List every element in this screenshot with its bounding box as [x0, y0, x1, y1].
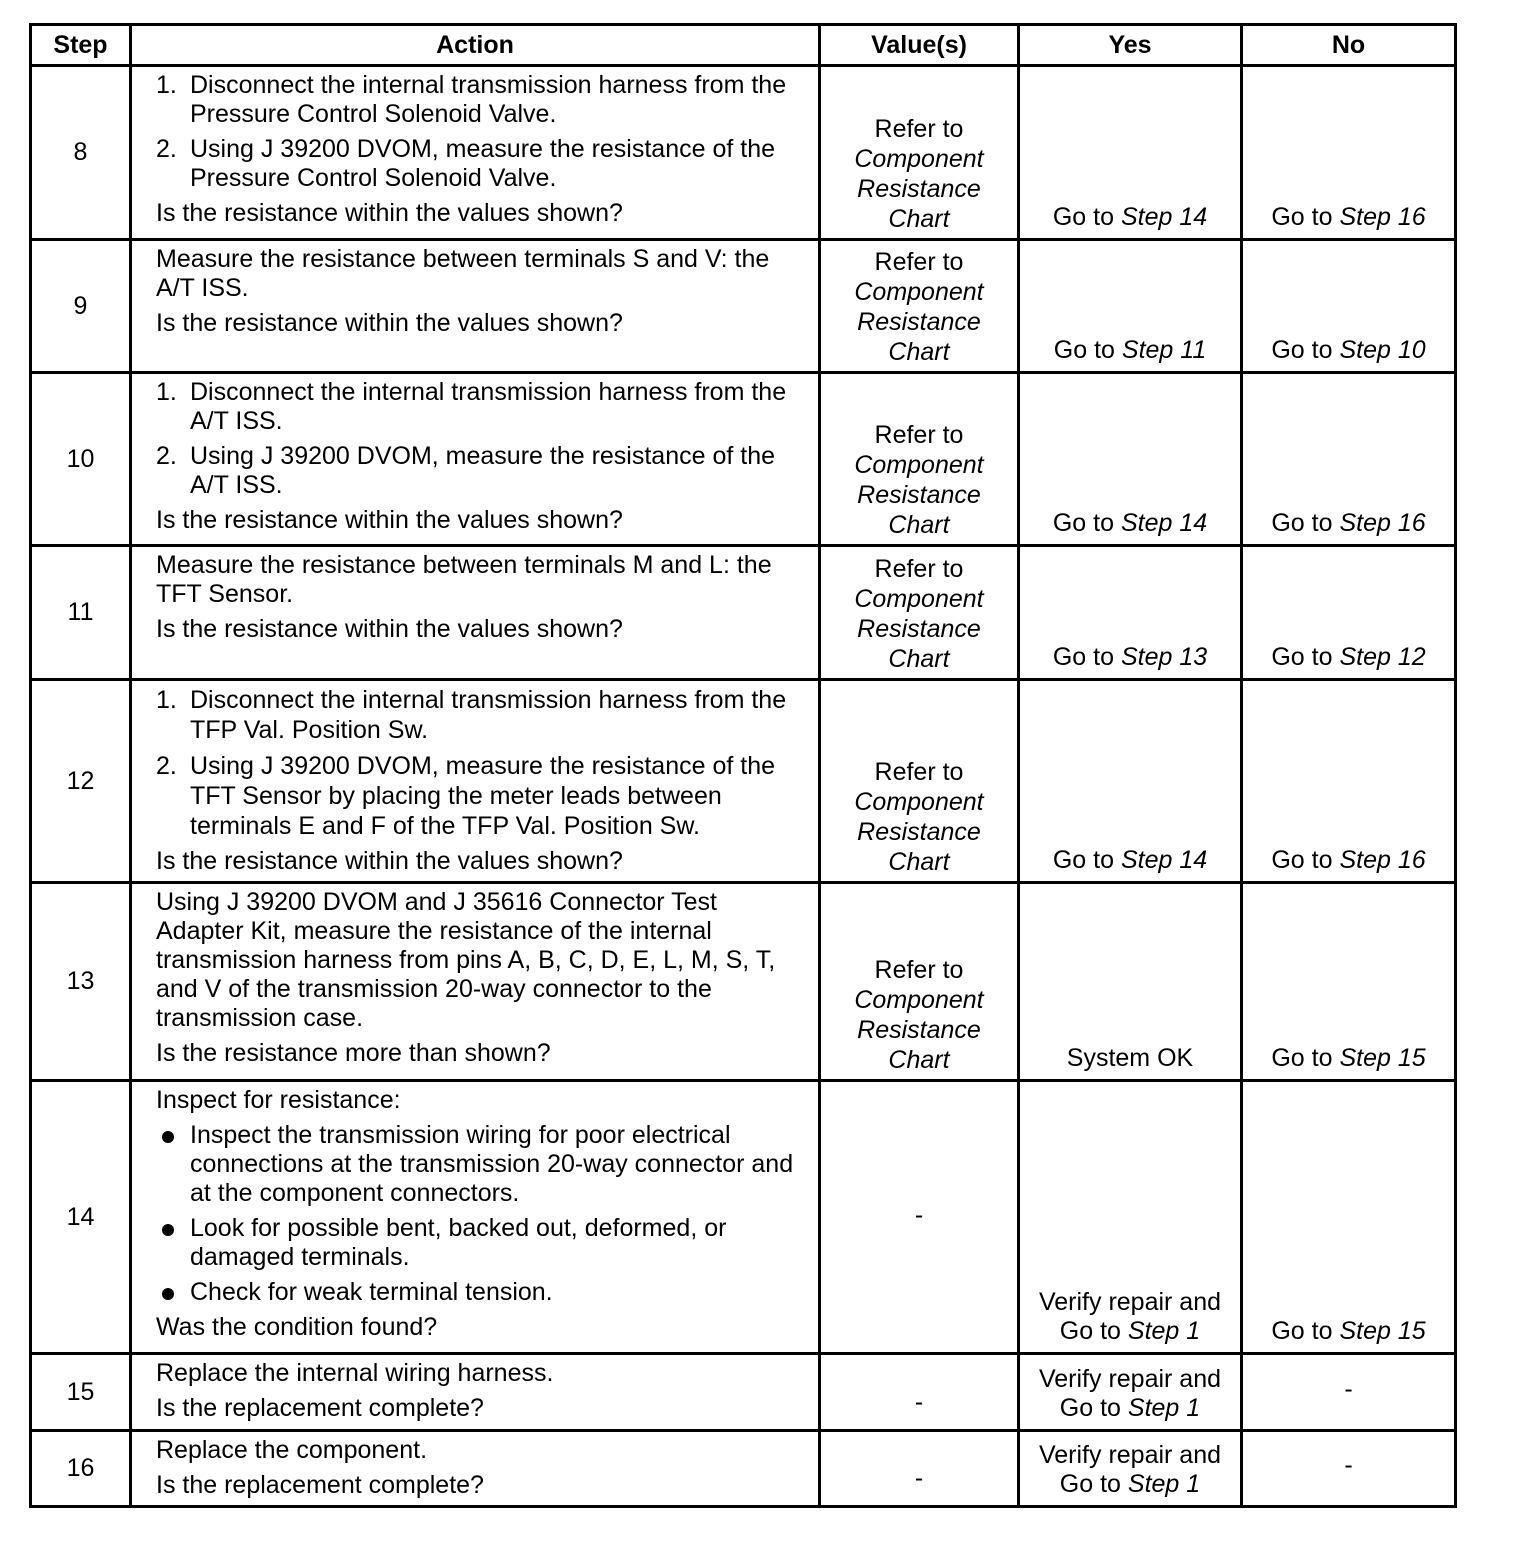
step-number: 16: [31, 1431, 131, 1507]
table-row: [31, 373, 1456, 546]
question: Is the replacement complete?: [156, 1394, 484, 1422]
question: Is the resistance within the values shown?: [156, 847, 623, 875]
table-row: [31, 66, 1456, 240]
bullet-icon: [162, 1288, 174, 1300]
question: Is the resistance within the values shown?: [156, 506, 623, 534]
value-cell: Refer to Component Resistance Chart: [820, 680, 1019, 883]
value-cell: Refer to Component Resistance Chart: [820, 546, 1019, 680]
diagnostic-table: [29, 23, 1457, 1508]
yes-cell: Go to Step 14: [1019, 66, 1242, 240]
question: Is the resistance within the values shown?: [156, 615, 623, 643]
header-step: Step: [31, 25, 131, 66]
action-cell: Replace the component. Is the replacement complete?: [131, 1431, 820, 1507]
yes-cell: Verify repair and Go to Step 1: [1019, 1081, 1242, 1354]
value-cell: Refer to Component Resistance Chart: [820, 883, 1019, 1081]
action-cell: Measure the resistance between terminals S and V: the A/T ISS. Is the resistance within the values shown?: [131, 240, 820, 373]
action-cell: [131, 373, 820, 546]
no-cell: Go to Step 10: [1242, 240, 1456, 373]
step-number: 13: [31, 883, 131, 1081]
action-cell: [131, 66, 820, 240]
table-row: [31, 680, 1456, 883]
no-cell: Go to Step 16: [1242, 680, 1456, 883]
action-cell: Inspect for resistance: Inspect the transmission wiring for poor electrical connections at the transmission 20-way connector and at the component connectors. Look for possible bent, backed out, deformed, or damaged terminals. Check for weak terminal tension. Was the condition found?: [131, 1081, 820, 1354]
bullet-icon: [162, 1131, 174, 1143]
table-row: [31, 546, 1456, 680]
value-cell: -: [820, 1354, 1019, 1431]
header-values: Value(s): [820, 25, 1019, 66]
no-cell: Go to Step 16: [1242, 373, 1456, 546]
list-item: Check for weak terminal tension.: [156, 1278, 800, 1307]
list-item: 1. Disconnect the internal transmission harness from the Pressure Control Solenoid Valve.: [156, 71, 787, 128]
step-number: 12: [31, 680, 131, 883]
value-cell: -: [820, 1431, 1019, 1507]
bullet-icon: [162, 1224, 174, 1236]
action-cell: Replace the internal wiring harness. Is the replacement complete?: [131, 1354, 820, 1431]
list-item: 1. Disconnect the internal transmission harness from the TFP Val. Position Sw.: [156, 686, 787, 744]
no-cell: -: [1242, 1354, 1456, 1431]
yes-cell: Go to Step 14: [1019, 680, 1242, 883]
list-item: 2. Using J 39200 DVOM, measure the resistance of the TFT Sensor by placing the meter leads between terminals E and F of the TFP Val. Position Sw.: [156, 752, 776, 840]
question: Was the condition found?: [156, 1313, 438, 1341]
yes-cell: Go to Step 11: [1019, 240, 1242, 373]
question: Is the resistance within the values shown?: [156, 199, 623, 227]
value-cell: Refer to Component Resistance Chart: [820, 240, 1019, 373]
list-item: 2. Using J 39200 DVOM, measure the resistance of the A/T ISS.: [156, 442, 776, 499]
yes-cell: Verify repair and Go to Step 1: [1019, 1354, 1242, 1431]
yes-cell: Verify repair and Go to Step 1: [1019, 1431, 1242, 1507]
action-cell: Measure the resistance between terminals M and L: the TFT Sensor. Is the resistance within the values shown?: [131, 546, 820, 680]
yes-cell: Go to Step 13: [1019, 546, 1242, 680]
step-number: 15: [31, 1354, 131, 1431]
value-cell: -: [820, 1081, 1019, 1354]
no-cell: -: [1242, 1431, 1456, 1507]
yes-cell: Go to Step 14: [1019, 373, 1242, 546]
header-row: [31, 25, 1456, 66]
value-cell: Refer to Component Resistance Chart: [820, 373, 1019, 546]
no-cell: Go to Step 12: [1242, 546, 1456, 680]
action-cell: Using J 39200 DVOM and J 35616 Connector Test Adapter Kit, measure the resistance of the internal transmission harness from pins A, B, C, D, E, L, M, S, T, and V of the transmission 20-way connector to the transmission case. Is the resistance more than shown?: [131, 883, 820, 1081]
step-number: 9: [31, 240, 131, 373]
no-cell: Go to Step 15: [1242, 883, 1456, 1081]
table-row: [31, 1431, 1456, 1507]
list-item: Look for possible bent, backed out, deformed, or damaged terminals.: [156, 1214, 800, 1272]
value-cell: Refer to Component Resistance Chart: [820, 66, 1019, 240]
list-item: 1. Disconnect the internal transmission harness from the A/T ISS.: [156, 378, 787, 435]
table-row: [31, 883, 1456, 1081]
step-number: 14: [31, 1081, 131, 1354]
table-row: [31, 1081, 1456, 1354]
header-action: Action: [131, 25, 820, 66]
step-number: 8: [31, 66, 131, 240]
list-item: 2. Using J 39200 DVOM, measure the resistance of the Pressure Control Solenoid Valve.: [156, 135, 776, 192]
no-cell: Go to Step 15: [1242, 1081, 1456, 1354]
yes-cell: System OK: [1019, 883, 1242, 1081]
question: Is the resistance more than shown?: [156, 1039, 551, 1067]
header-no: No: [1242, 25, 1456, 66]
table-row: [31, 240, 1456, 373]
question: Is the resistance within the values shown?: [156, 309, 623, 337]
list-item: Inspect the transmission wiring for poor electrical connections at the transmission 20-way connector and at the component connectors.: [156, 1121, 800, 1208]
question: Is the replacement complete?: [156, 1471, 484, 1499]
action-cell: [131, 680, 820, 883]
step-number: 11: [31, 546, 131, 680]
table-row: [31, 1354, 1456, 1431]
no-cell: Go to Step 16: [1242, 66, 1456, 240]
step-number: 10: [31, 373, 131, 546]
header-yes: Yes: [1019, 25, 1242, 66]
